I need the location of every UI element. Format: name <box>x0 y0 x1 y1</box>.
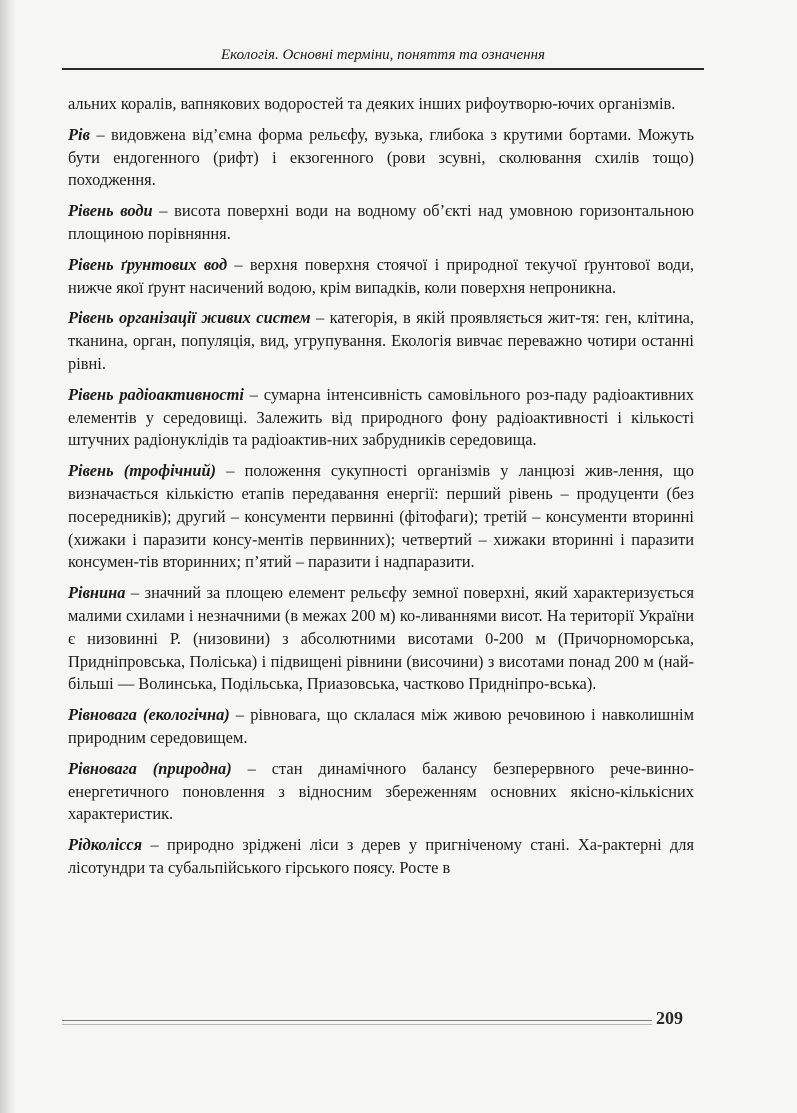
entry-rivnovaha-ekolohichna <box>68 704 694 750</box>
page-number: 209 <box>656 1008 683 1028</box>
entry-definition: – значний за площею елемент рельєфу земної поверхні, який характеризується малими схилами і незначними (в межах 200 м) ко-ливаннями висот. На території України є низовинні Р. (низовини) з абсолютними висотами 0-200 м (Причорноморська, Придніпровська, Поліська) і підвищені рівнини (височини) з висотами понад 200 м (най-більші — Волинська, Подільська, Приазовська, частково Придніпро-вська). <box>68 583 694 694</box>
entry-riven-trofichnyi <box>68 460 694 574</box>
entry-term: Рівень організації живих систем <box>68 308 311 328</box>
entry-term: Рівнина <box>68 583 126 603</box>
entry-riven-orhanizatsii <box>68 307 694 375</box>
entry-definition: – рівновага, що склалася між живою речовиною і навколишнім природним середовищем. <box>68 705 694 747</box>
entry-riven-gruntovykh-vod <box>68 254 694 300</box>
entry-definition: – висота поверхні води на водному об’єкті над умовною горизонтальною площиною порівняння. <box>68 201 694 243</box>
entry-term: Рівень (трофічний) <box>68 461 217 481</box>
entry-riven-vody <box>68 200 694 246</box>
entry-definition: – верхня поверхня стоячої і природної текучої ґрунтової води, нижче якої ґрунт насичений водою, крім випадків, коли поверхня непроникна. <box>68 254 694 297</box>
entry-riv <box>68 124 694 192</box>
entry-rivnyna <box>68 582 694 696</box>
continued-paragraph: альних коралів, вапнякових водоростей та деяких інших рифоутворю-ючих організмів. <box>68 94 676 113</box>
entry-definition: – стан динамічного балансу безперервного рече-винно-енергетичного поновлення з відносним збереженням основних якісно-кількісних характеристик. <box>68 758 694 824</box>
entry-definition: – природно зріджені ліси з дерев у пригніченому стані. Ха-рактерні для лісотундри та субальпійського гірського поясу. Росте в <box>68 835 694 877</box>
book-binding-shadow <box>0 0 16 1113</box>
entry-term: Рів <box>68 124 90 144</box>
entry-term: Рівень ґрунтових вод <box>68 254 228 274</box>
entry-term: Рівень води <box>68 201 153 221</box>
entry-definition: – положення сукупності організмів у ланцюзі жив-лення, що визначається кількістю етапів передавання енергії: перший рівень – продуценти (без посередників); другий – консументи первинні (фітофаги); третій – консументи вторинні (хижаки і паразити консу-ментів первинних); четвертий – хижаки вторинні і паразити консумен-тів вторинних; п’ятий – паразити і надпаразити. <box>68 461 694 572</box>
entry-term: Рівновага (екологічна) <box>68 705 230 725</box>
entry-riven-radioaktyvnosti <box>68 384 694 452</box>
entry-term: Рівновага (природна) <box>68 758 232 778</box>
entry-definition: – категорія, в якій проявляється жит-тя: ген, клітина, тканина, орган, популяція, вид, угрупування. Екологія вивчає переважно чотири останні рівні. <box>68 308 694 373</box>
entry-term: Рівень радіоактивності <box>68 384 244 404</box>
entry-term: Рідколісся <box>68 835 143 855</box>
running-header: Екологія. Основні терміни, поняття та означення <box>221 47 545 63</box>
entry-definition: – видовжена від’ємна форма рельєфу, вузька, глибока з крутими бортами. Можуть бути ендогенного (рифт) і екзогенного (рови зсувні, сколювання схилів тощо) походження. <box>68 124 694 190</box>
entry-definition: – сумарна інтенсивність самовільного роз-паду радіоактивних елементів у середовищі. Залежить від природного фону радіоактивності і кількості штучних радіонуклідів та радіоактив-них забрудників середовища. <box>68 384 694 450</box>
header-divider <box>62 68 704 70</box>
entry-ridkolissia <box>68 834 694 880</box>
page-body <box>68 93 694 888</box>
footer-divider <box>62 1020 652 1021</box>
footer-divider-secondary <box>62 1024 652 1025</box>
entry-rivnovaha-pryrodna <box>68 758 694 826</box>
